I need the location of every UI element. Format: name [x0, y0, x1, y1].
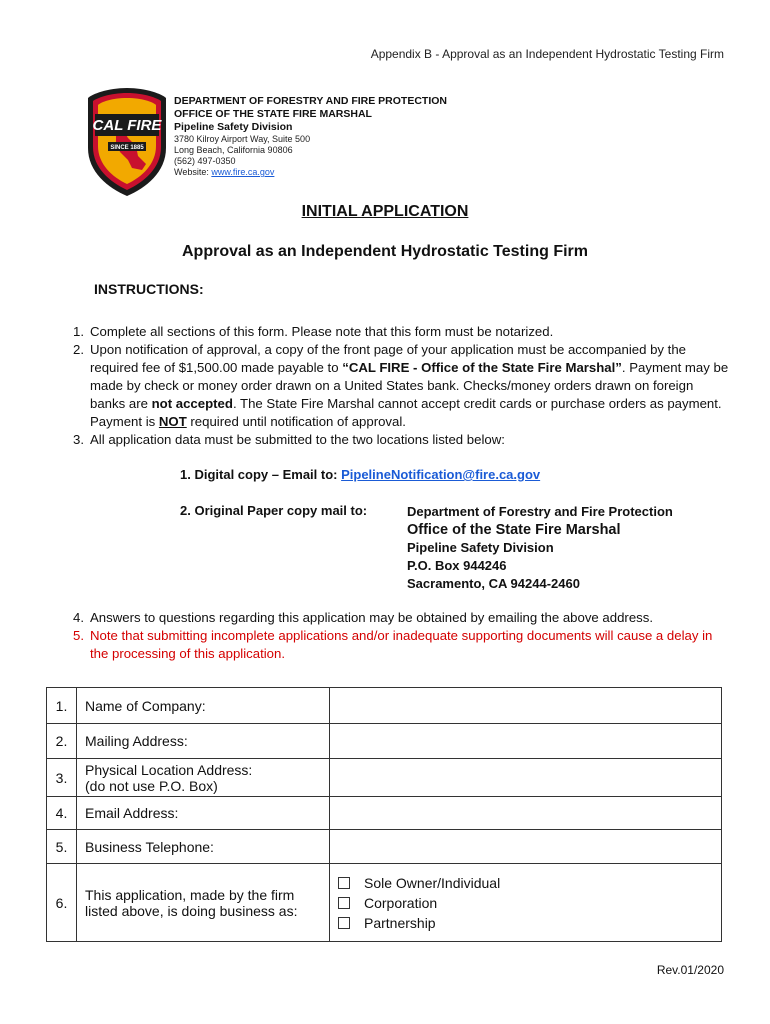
website-link[interactable]: www.fire.ca.gov	[211, 167, 275, 177]
mail-line: Sacramento, CA 94244-2460	[407, 576, 580, 591]
cal-fire-logo	[86, 86, 168, 198]
paper-copy-label: 2. Original Paper copy mail to:	[180, 503, 368, 518]
mail-line: Department of Forestry and Fire Protection	[407, 504, 673, 519]
mailing-address-field[interactable]	[330, 724, 722, 759]
list-item: 1. Complete all sections of this form. Please note that this form must be notarized.	[50, 323, 730, 341]
checkbox-icon[interactable]	[338, 897, 350, 909]
instruction-text: Answers to questions regarding this application may be obtained by emailing the above address.	[90, 610, 654, 625]
mailing-address-block	[407, 503, 673, 593]
company-name-field[interactable]	[330, 688, 722, 724]
website-label: Website:	[174, 167, 212, 177]
appendix-header: Appendix B - Approval as an Independent Hydrostatic Testing Firm	[370, 47, 724, 61]
table-row: 2. Mailing Address:	[47, 724, 722, 759]
logo-main-text: CAL FIRE	[92, 117, 162, 134]
agency-street: 3780 Kilroy Airport Way, Suite 500	[174, 134, 311, 144]
agency-city: Long Beach, California 90806	[174, 145, 293, 155]
instructions-heading: INSTRUCTIONS:	[94, 281, 204, 297]
mail-line: P.O. Box 944246	[407, 558, 507, 573]
agency-division: Pipeline Safety Division	[174, 121, 293, 133]
agency-dept: DEPARTMENT OF FORESTRY AND FIRE PROTECTION	[174, 95, 448, 107]
list-item: 3. All application data must be submitted to the two locations listed below:	[50, 431, 730, 449]
table-row: 5. Business Telephone:	[47, 830, 722, 864]
mail-line: Pipeline Safety Division	[407, 540, 554, 555]
table-row: 6. This application, made by the firm listed above, is doing business as: Sole Owner/Individual Corporation Partnership	[47, 864, 722, 942]
revision-label: Rev.01/2020	[656, 963, 724, 977]
instructions-list	[50, 323, 730, 449]
business-telephone-field[interactable]	[330, 830, 722, 864]
email-address-field[interactable]	[330, 797, 722, 830]
corporation-checkbox[interactable]: Corporation	[338, 893, 713, 913]
list-item: 2. Upon notification of approval, a copy of the front page of your application must be accompanied by the required fee of $1,500.00 made payable to “CAL FIRE - Office of the State Fire Marshal”. Payment may be made by check or money order drawn on a United States bank. Checks/money orders drawn on foreign banks are not accepted. The State Fire Marshal cannot accept credit cards or purchase orders as payment. Payment is NOT required until notification of approval.	[73, 342, 729, 429]
list-item: 5. Note that submitting incomplete applications and/or inadequate supporting documents will cause a delay in the processing of this application.	[50, 627, 730, 663]
logo-since-text: SINCE 1885	[110, 145, 144, 151]
instruction-text: All application data must be submitted to the two locations listed below:	[90, 432, 505, 447]
partnership-checkbox[interactable]: Partnership	[338, 913, 713, 933]
email-link[interactable]: PipelineNotification@fire.ca.gov	[341, 467, 541, 482]
form-label: Name of Company:	[77, 688, 330, 724]
table-row: 4. Email Address:	[47, 797, 722, 830]
sole-owner-checkbox[interactable]: Sole Owner/Individual	[338, 873, 713, 893]
form-label: This application, made by the firm listed above, is doing business as:	[77, 864, 330, 942]
table-row: 1. Name of Company:	[47, 688, 722, 724]
page-subtitle: Approval as an Independent Hydrostatic Testing Firm	[182, 243, 588, 260]
agency-phone: (562) 497-0350	[174, 156, 236, 166]
form-label: Business Telephone:	[77, 830, 330, 864]
application-form-table	[46, 687, 722, 942]
agency-website-row	[174, 167, 447, 178]
physical-address-field[interactable]	[330, 759, 722, 797]
list-item: 4. Answers to questions regarding this application may be obtained by emailing the above address.	[50, 609, 730, 627]
digital-copy-line: 1. Digital copy – Email to: PipelineNotification@fire.ca.gov	[180, 467, 541, 482]
mail-line: Office of the State Fire Marshal	[407, 522, 621, 538]
agency-office: OFFICE OF THE STATE FIRE MARSHAL	[174, 108, 372, 120]
checkbox-icon[interactable]	[338, 877, 350, 889]
instruction-text: Upon notification of approval, a copy of the front page of your application must be accompanied by the required fee of $1,500.00 made payable to “CAL FIRE - Office of the State Fire Marshal”. Payment may be made by check or money order drawn on a United States bank. Checks/money orders drawn on foreign banks are not accepted. The State Fire Marshal cannot accept credit cards or purchase orders as payment. Payment is NOT required until notification of approval.	[90, 342, 729, 429]
agency-block	[174, 95, 447, 178]
form-label: Email Address:	[77, 797, 330, 830]
instructions-list-continued	[50, 609, 730, 663]
page-title: INITIAL APPLICATION	[301, 203, 469, 220]
business-type-options	[330, 864, 722, 942]
checkbox-icon[interactable]	[338, 917, 350, 929]
form-label: Physical Location Address: (do not use P.O. Box)	[77, 759, 330, 797]
table-row: 3. Physical Location Address: (do not use P.O. Box)	[47, 759, 722, 797]
form-label: Mailing Address:	[77, 724, 330, 759]
instruction-text: Complete all sections of this form. Please note that this form must be notarized.	[90, 324, 554, 339]
instruction-text: Note that submitting incomplete applications and/or inadequate supporting documents will cause a delay in the processing of this application.	[90, 628, 713, 661]
